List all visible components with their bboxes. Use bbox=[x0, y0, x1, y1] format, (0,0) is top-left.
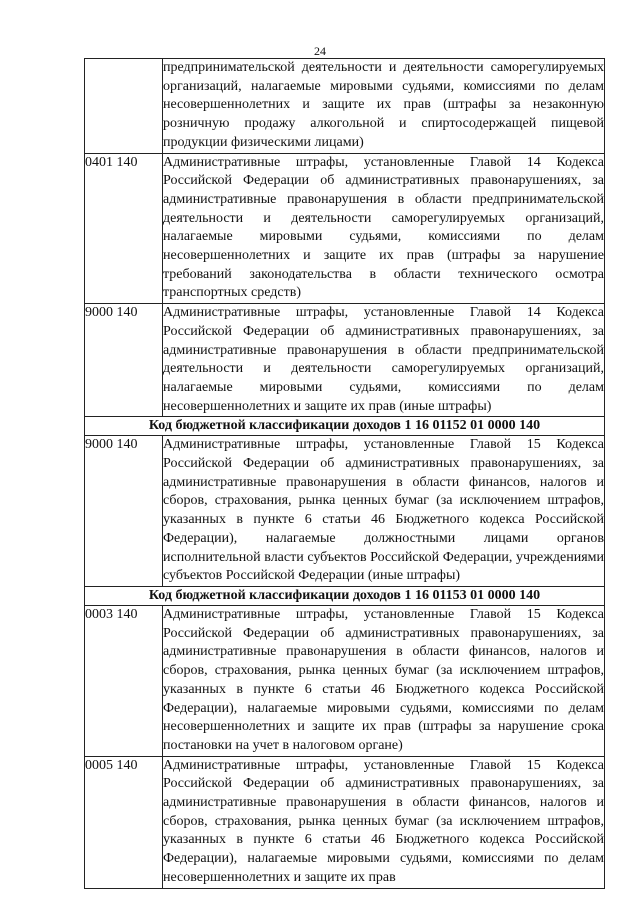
row-code bbox=[85, 59, 163, 154]
row-code: 0401 140 bbox=[85, 153, 163, 304]
row-description: Административные штрафы, установленные Главой 15 Кодекса Российской Федерации об административных правонарушениях, за административные правонарушения в области финансов, налогов и сборов, страхования, рынка ценных бумаг (за исключением штрафов, указанных в пункте 6 статьи 46 Бюджетного кодекса Российской Федерации), налагаемые мировыми судьями, комиссиями по делам несовершеннолетних и защите их прав bbox=[163, 756, 605, 888]
table-row bbox=[85, 153, 605, 304]
row-description: Административные штрафы, установленные Главой 15 Кодекса Российской Федерации об административных правонарушениях, за административные правонарушения в области финансов, налогов и сборов, страхования, рынка ценных бумаг (за исключением штрафов, указанных в пункте 6 статьи 46 Бюджетного кодекса Российской Федерации), налагаемые должностными лицами органов исполнительной власти субъектов Российской Федерации, учреждениями субъектов Российской Федерации (иные штрафы) bbox=[163, 436, 605, 587]
row-description: предпринимательской деятельности и деятельности саморегулируемых организаций, налагаемые мировыми судьями, комиссиями по делам несовершеннолетних и защите их прав (штрафы за незаконную розничную продажу алкогольной и спиртосодержащей пищевой продукции физическими лицами) bbox=[163, 59, 605, 154]
table-row bbox=[85, 756, 605, 888]
page-number: 24 bbox=[314, 44, 326, 58]
table-row bbox=[85, 605, 605, 756]
section-heading: Код бюджетной классификации доходов 1 16 01153 01 0000 140 bbox=[85, 586, 605, 605]
row-code: 0005 140 bbox=[85, 756, 163, 888]
row-description: Административные штрафы, установленные Главой 14 Кодекса Российской Федерации об административных правонарушениях, за административные правонарушения в области предпринимательской деятельности и деятельности саморегулируемых организаций, налагаемые мировыми судьями, комиссиями по делам несовершеннолетних и защите их прав (иные штрафы) bbox=[163, 304, 605, 417]
row-description: Административные штрафы, установленные Главой 14 Кодекса Российской Федерации об административных правонарушениях, за административные правонарушения в области предпринимательской деятельности и деятельности саморегулируемых организаций, налагаемые мировыми судьями, комиссиями по делам несовершеннолетних и защите их прав (штрафы за нарушение требований законодательства в области технического осмотра транспортных средств) bbox=[163, 153, 605, 304]
row-code: 9000 140 bbox=[85, 436, 163, 587]
row-description: Административные штрафы, установленные Главой 15 Кодекса Российской Федерации об административных правонарушениях, за административные правонарушения в области финансов, налогов и сборов, страхования, рынка ценных бумаг (за исключением штрафов, указанных в пункте 6 статьи 46 Бюджетного кодекса Российской Федерации), налагаемые мировыми судьями, комиссиями по делам несовершеннолетних и защите их прав (штрафы за нарушение срока постановки на учет в налоговом органе) bbox=[163, 605, 605, 756]
classification-table bbox=[84, 58, 605, 889]
section-heading-row bbox=[85, 417, 605, 436]
table-row bbox=[85, 59, 605, 154]
section-heading: Код бюджетной классификации доходов 1 16 01152 01 0000 140 bbox=[85, 417, 605, 436]
table-row bbox=[85, 436, 605, 587]
row-code: 9000 140 bbox=[85, 304, 163, 417]
row-code: 0003 140 bbox=[85, 605, 163, 756]
table-row bbox=[85, 304, 605, 417]
section-heading-row bbox=[85, 586, 605, 605]
